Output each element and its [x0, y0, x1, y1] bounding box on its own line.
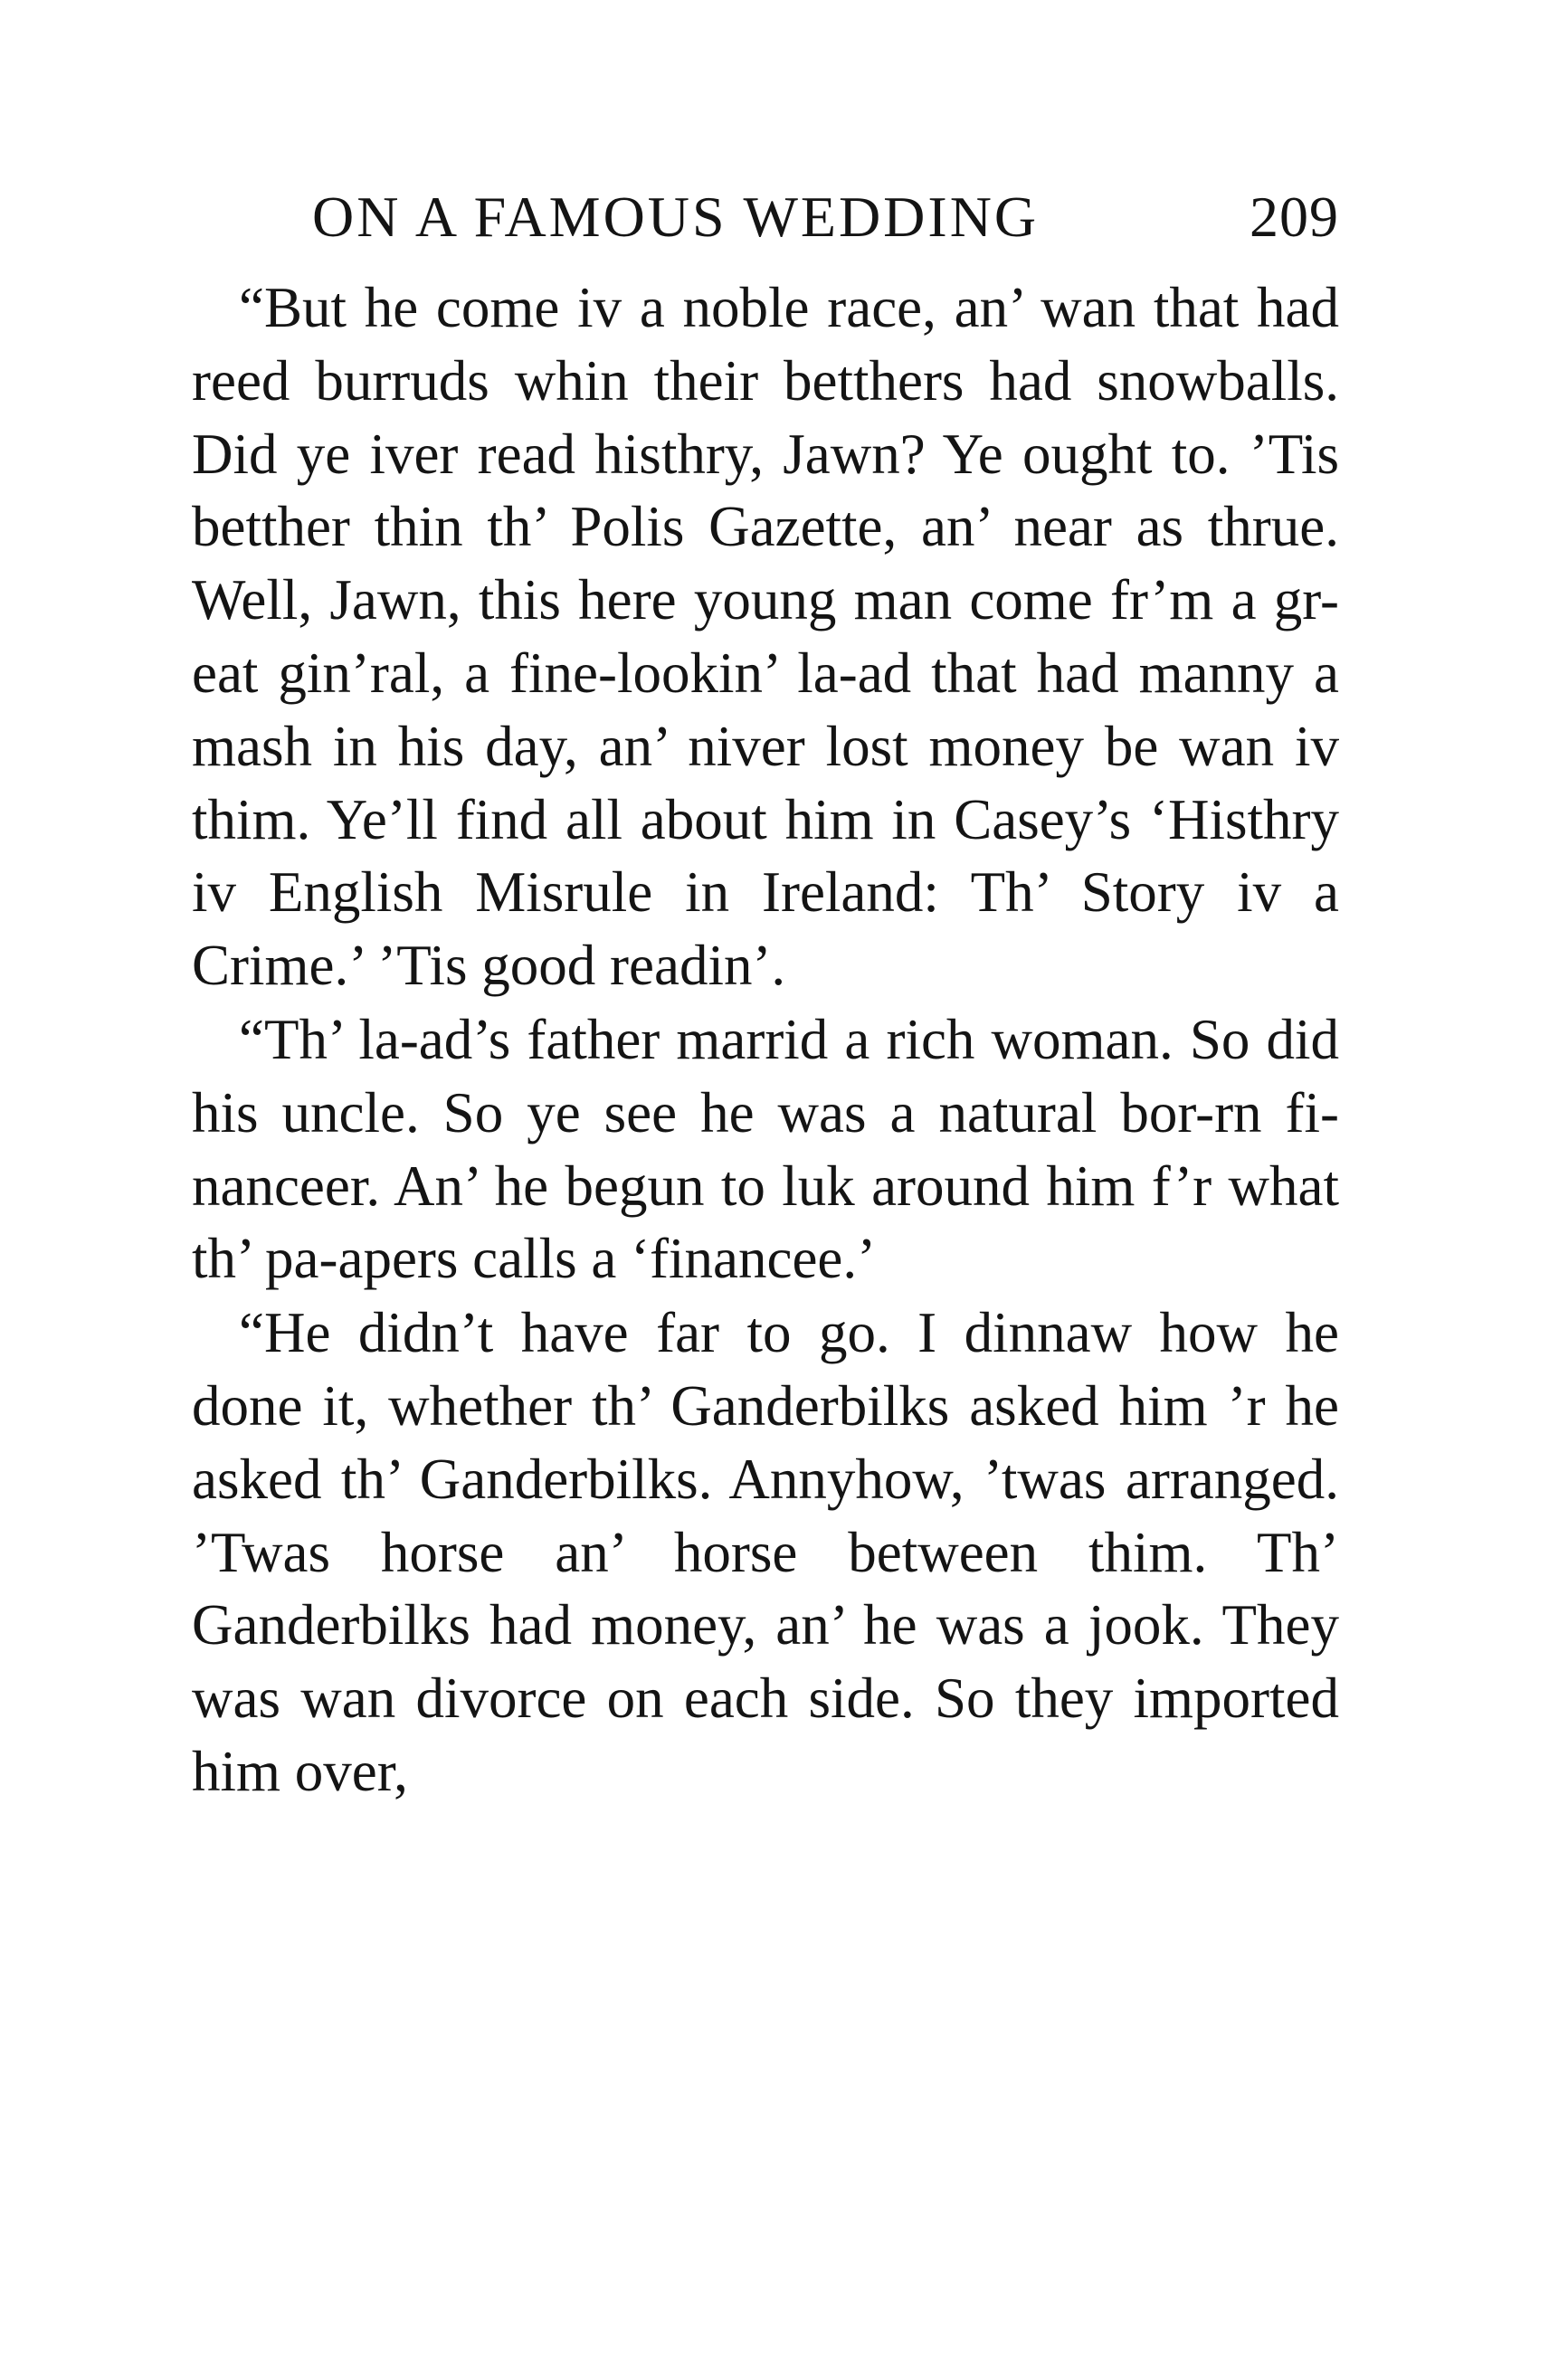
body-text [192, 271, 1339, 1809]
running-head: ON A FAMOUS WEDDING [312, 185, 1040, 249]
paragraph-1: “But he come iv a noble race, an’ wan that had reed burruds whin their betthers had snowballs. Did ye iver read histhry, Jawn? Ye ought to. ’Tis betther thin th’ Polis Gazette, an’ near as thrue. Well, Jawn, this here young man come fr’m a gr-eat gin’ral, a fine-lookin’ la-ad that had manny a mash in his day, an’ niver lost money be wan iv thim. Ye’ll find all about him in Casey’s ‘Histhry iv English Misrule in Ireland: Th’ Story iv a Crime.’ ’Tis good readin’. [192, 276, 1339, 998]
paragraph-2: “Th’ la-ad’s father marrid a rich woman. So did his uncle. So ye see he was a natural bor-rn fi-nanceer. An’ he begun to luk around him f’r what th’ pa-apers calls a ‘financee.’ [192, 1007, 1339, 1291]
page-header [312, 172, 1339, 262]
paragraph-3: “He didn’t have far to go. I dinnaw how he done it, whether th’ Ganderbilks asked him ’r he asked th’ Ganderbilks. Annyhow, ’twas arranged. ’Twas horse an’ horse between thim. Th’ Ganderbilks had money, an’ he was a jook. They was wan divorce on each side. So they imported him over, [192, 1301, 1339, 1803]
page-number: 209 [1250, 185, 1339, 249]
